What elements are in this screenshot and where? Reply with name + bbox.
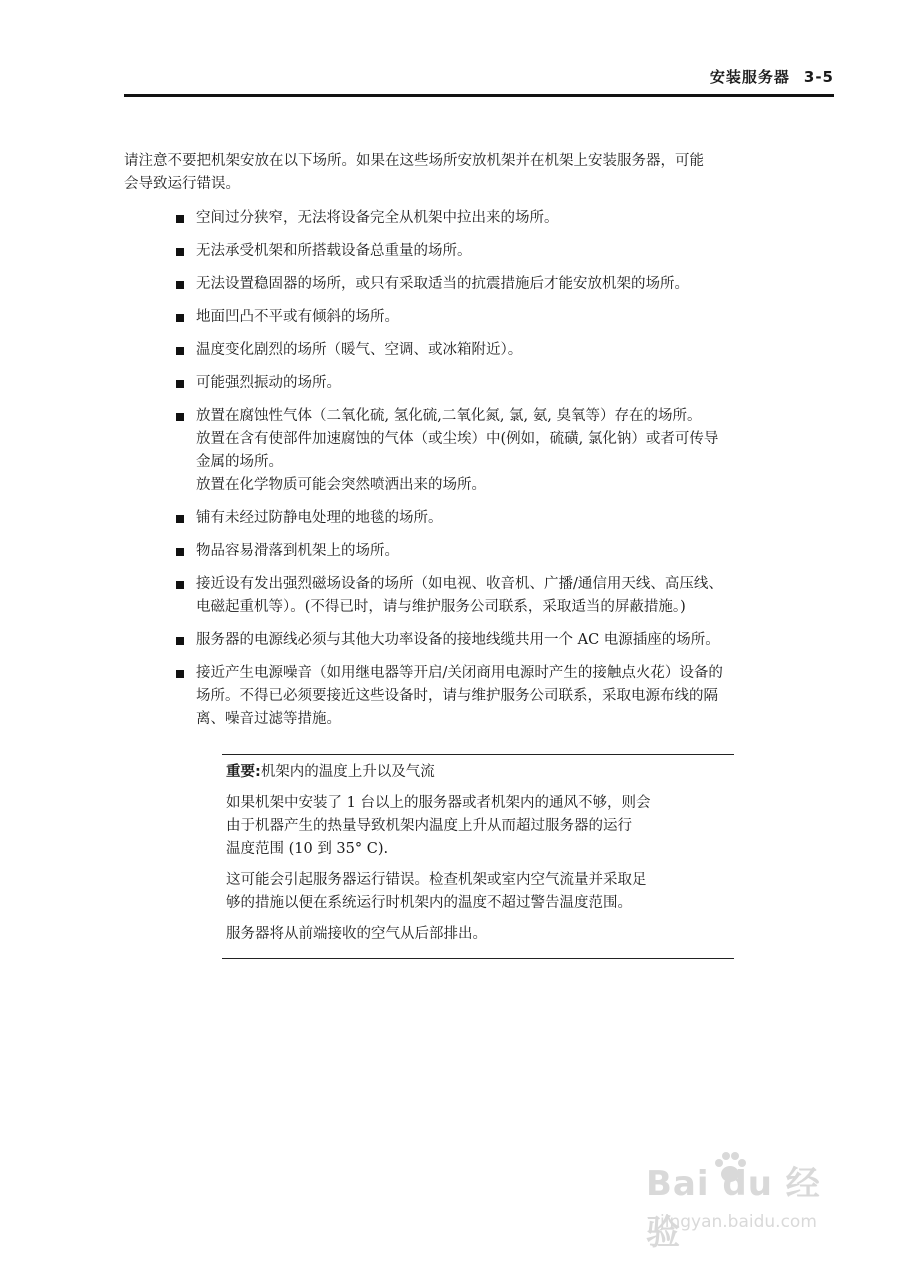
- bullet-square-icon: [176, 637, 184, 645]
- note-paragraph: [226, 792, 730, 861]
- page-number: 3-5: [803, 68, 834, 86]
- bullet-square-icon: [176, 670, 184, 678]
- watermark-logo: Bai du 经验: [646, 1164, 821, 1253]
- important-note-box: [222, 754, 734, 959]
- bullet-square-icon: [176, 215, 184, 223]
- bullet-square-icon: [176, 248, 184, 256]
- important-heading: 机架内的温度上升以及气流: [260, 764, 435, 780]
- list-item-text: 物品容易滑落到机架上的场所。: [196, 543, 399, 559]
- note-line: 这可能会引起服务器运行错误。检查机架或室内空气流量并采取足: [226, 872, 647, 888]
- list-item-text: 接近产生电源噪音（如用继电器等开启/关闭商用电源时产生的接触点火花）设备的: [196, 665, 723, 681]
- bullet-square-icon: [176, 314, 184, 322]
- list-item-text: 无法设置稳固器的场所，或只有采取适当的抗震措施后才能安放机架的场所。: [196, 276, 689, 292]
- bullet-square-icon: [176, 347, 184, 355]
- list-item-text: 温度变化剧烈的场所（暖气、空调、或冰箱附近）。: [196, 342, 523, 358]
- list-item: [176, 507, 836, 530]
- intro-paragraph: [124, 150, 834, 196]
- list-item: [176, 273, 836, 296]
- note-line: 够的措施以便在系统运行时机架内的温度不超过警告温度范围。: [226, 895, 632, 911]
- location-list: [176, 207, 836, 741]
- list-item: [176, 662, 836, 731]
- list-item: [176, 207, 836, 230]
- header-rule: [124, 94, 834, 97]
- intro-line: 会导致运行错误。: [124, 176, 240, 192]
- bullet-square-icon: [176, 581, 184, 589]
- list-item: [176, 372, 836, 395]
- list-item-text: 空间过分狭窄，无法将设备完全从机架中拉出来的场所。: [196, 210, 559, 226]
- list-item-text: 放置在化学物质可能会突然喷洒出来的场所。: [196, 477, 486, 493]
- important-title: [226, 761, 730, 784]
- list-item: [176, 573, 836, 619]
- note-line: 如果机架中安装了 1 台以上的服务器或者机架内的通风不够，则会: [226, 795, 651, 811]
- list-item-text: 地面凹凸不平或有倾斜的场所。: [196, 309, 399, 325]
- bullet-square-icon: [176, 413, 184, 421]
- important-label: 重要:: [226, 764, 261, 780]
- list-item-text: 场所。不得已必须要接近这些设备时，请与维护服务公司联系，采取电源布线的隔: [196, 688, 718, 704]
- intro-line: 请注意不要把机架安放在以下场所。如果在这些场所安放机架并在机架上安装服务器，可能: [124, 153, 704, 169]
- note-line: 温度范围 (10 到 35° C).: [226, 841, 389, 857]
- bullet-square-icon: [176, 548, 184, 556]
- list-item-text: 放置在腐蚀性气体（二氧化硫, 氢化硫,二氧化氮, 氯, 氨, 臭氧等）存在的场所。: [196, 408, 702, 424]
- chapter-title: 安装服务器: [709, 68, 790, 86]
- list-item: [176, 540, 836, 563]
- note-paragraph: [226, 869, 730, 915]
- list-item-text: 离、噪音过滤等措施。: [196, 711, 341, 727]
- note-line: 由于机器产生的热量导致机架内温度上升从而超过服务器的运行: [226, 818, 632, 834]
- list-item-text: 铺有未经过防静电处理的地毯的场所。: [196, 510, 443, 526]
- list-item: [176, 405, 836, 497]
- list-item: [176, 306, 836, 329]
- list-item-text: 金属的场所。: [196, 454, 283, 470]
- note-paragraph: [226, 923, 730, 946]
- watermark: [646, 1148, 846, 1258]
- watermark-url: jingyan.baidu.com: [660, 1212, 817, 1232]
- note-line: 服务器将从前端接收的空气从后部排出。: [226, 926, 487, 942]
- list-item: [176, 339, 836, 362]
- list-item-text: 可能强烈振动的场所。: [196, 375, 341, 391]
- list-item-text: 接近设有发出强烈磁场设备的场所（如电视、收音机、广播/通信用天线、高压线、: [196, 576, 723, 592]
- list-item-text: 服务器的电源线必须与其他大功率设备的接地线缆共用一个 AC 电源插座的场所。: [196, 632, 720, 648]
- list-item: [176, 240, 836, 263]
- page-header: [710, 66, 834, 87]
- list-item-text: 电磁起重机等）。(不得已时，请与维护服务公司联系，采取适当的屏蔽措施。): [196, 599, 686, 615]
- list-item: [176, 629, 836, 652]
- important-body: [226, 792, 730, 946]
- list-item-text: 放置在含有使部件加速腐蚀的气体（或尘埃）中(例如，硫磺, 氯化钠）或者可传导: [196, 431, 719, 447]
- bullet-square-icon: [176, 515, 184, 523]
- list-item-text: 无法承受机架和所搭载设备总重量的场所。: [196, 243, 472, 259]
- bullet-square-icon: [176, 281, 184, 289]
- bullet-square-icon: [176, 380, 184, 388]
